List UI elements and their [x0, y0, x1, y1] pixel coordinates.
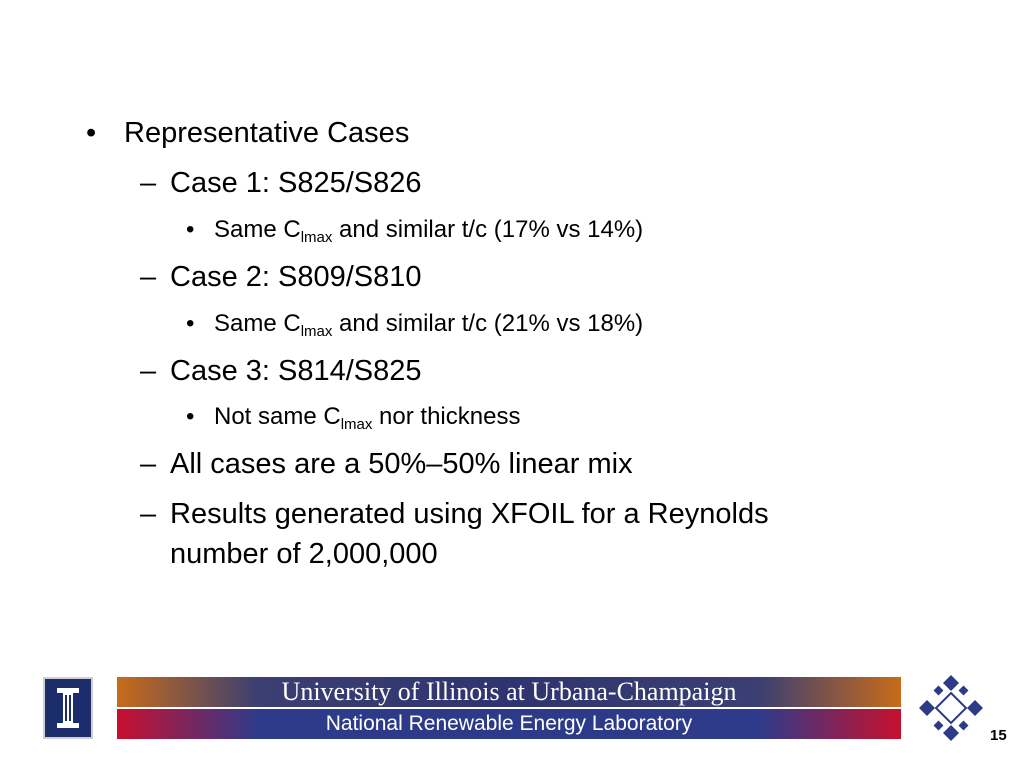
sub-bullet-text: Case 1: S825/S826 [170, 167, 422, 199]
nrel-logo-icon [915, 673, 987, 743]
detail-text-post: and similar t/c (21% vs 18%) [332, 310, 644, 337]
bullet-glyph: • [186, 216, 195, 243]
bullet-text: Representative Cases [124, 117, 410, 149]
sub-bullet-text-line-2: number of 2,000,000 [170, 538, 438, 570]
subscript-lmax: lmax [340, 416, 373, 433]
detail-text-post: and similar t/c (17% vs 14%) [332, 216, 644, 243]
bullet-glyph: • [186, 403, 195, 430]
detail-text-post: nor thickness [372, 403, 521, 430]
lab-name: National Renewable Energy Laboratory [325, 712, 693, 735]
detail-text-pre: Not same C [214, 403, 341, 430]
bullet-glyph: • [86, 117, 97, 149]
dash-glyph: – [140, 355, 157, 387]
dash-glyph: – [140, 498, 157, 530]
subscript-lmax: lmax [300, 323, 333, 340]
bullet-glyph: • [186, 310, 195, 337]
detail-text [214, 310, 643, 346]
subscript-lmax: lmax [300, 229, 333, 246]
detail-text-pre: Same C [214, 216, 301, 243]
block-i-icon [45, 679, 91, 737]
sub-bullet-text: Case 3: S814/S825 [170, 355, 422, 387]
dash-glyph: – [140, 261, 157, 293]
university-name: University of Illinois at Urbana-Champaign [281, 677, 737, 706]
page-number: 15 [990, 727, 1007, 744]
lab-banner [117, 709, 901, 739]
sub-bullet-text-line-1: Results generated using XFOIL for a Reynolds [170, 498, 769, 530]
illinois-block-i-logo-icon [43, 677, 93, 739]
detail-text [214, 216, 643, 252]
detail-text [214, 403, 520, 439]
detail-text-pre: Same C [214, 310, 301, 337]
dash-glyph: – [140, 167, 157, 199]
university-banner [117, 677, 901, 707]
nrel-diamond-logo-icon [915, 673, 987, 743]
sub-bullet-text: All cases are a 50%–50% linear mix [170, 448, 633, 480]
dash-glyph: – [140, 448, 157, 480]
sub-bullet-text: Case 2: S809/S810 [170, 261, 422, 293]
